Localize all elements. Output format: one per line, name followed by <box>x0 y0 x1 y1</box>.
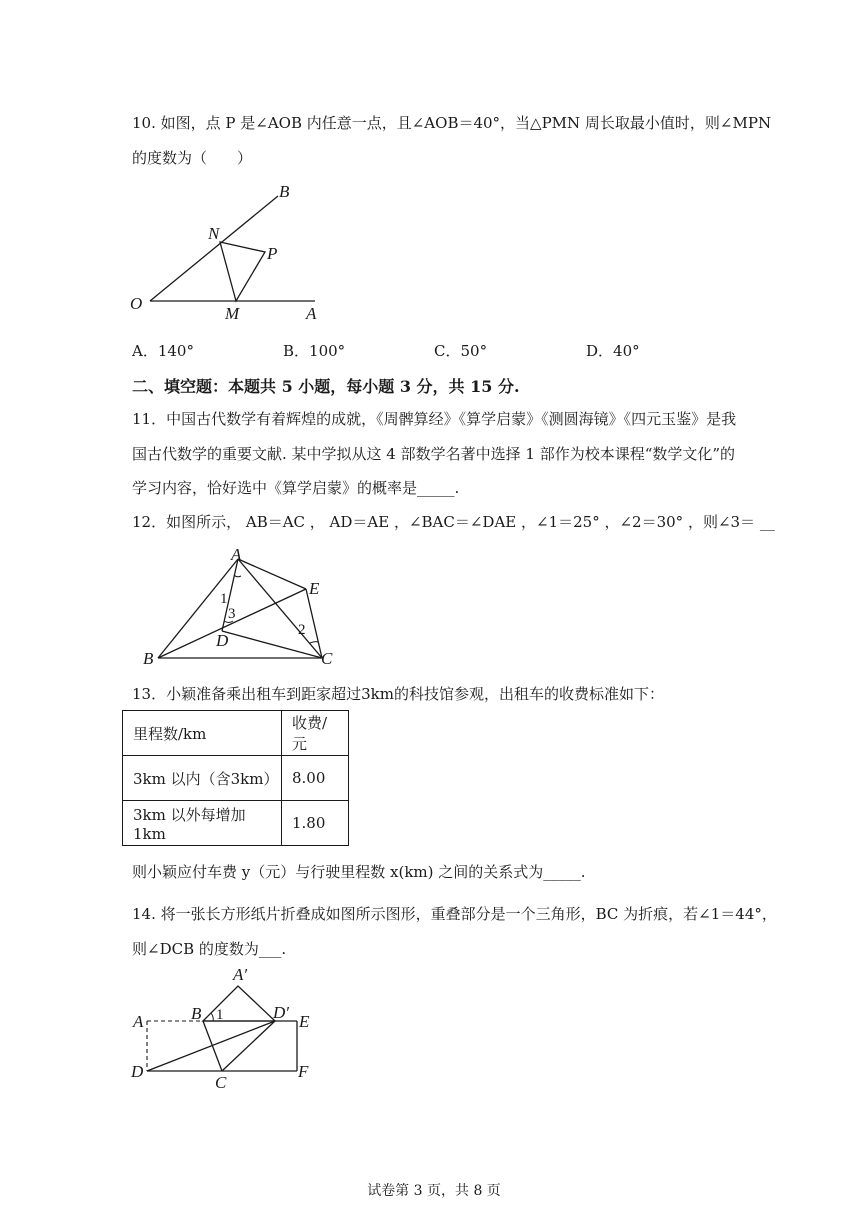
seg-cd-prime <box>222 1021 275 1071</box>
label-angle1: 1 <box>220 591 228 607</box>
table-cell: 1.80 <box>282 801 349 846</box>
label-m: M <box>225 304 240 323</box>
label-a: A <box>231 545 242 564</box>
label-angle3: 3 <box>228 606 236 622</box>
label-angle2: 2 <box>298 622 306 638</box>
label-d: D <box>216 631 229 650</box>
label-a: A <box>133 1012 144 1031</box>
folded-triangle <box>203 986 275 1021</box>
label-b: B <box>191 1004 202 1023</box>
q14-figure <box>125 962 325 1094</box>
angle2-arc <box>310 642 318 643</box>
table-cell: 3km 以外每增加1km <box>123 801 282 846</box>
q10-option-a: A．140° <box>132 342 194 360</box>
angle1-arc <box>234 575 241 577</box>
label-c: C <box>215 1073 227 1092</box>
label-f: F <box>298 1062 309 1081</box>
q10-figure <box>120 175 340 325</box>
q12-figure <box>140 545 350 673</box>
table-cell: 3km 以内（含3km） <box>123 756 282 801</box>
page-footer: 试卷第 3 页，共 8 页 <box>367 1183 501 1199</box>
seg-dc <box>222 631 322 658</box>
q12-line1: 12．如图所示， AB＝AC ， AD＝AE ，∠BAC＝∠DAE ，∠1＝25° ，∠2＝30° ，则∠3＝ __ <box>132 513 775 531</box>
table-cell: 8.00 <box>282 756 349 801</box>
seg-ac <box>238 559 322 658</box>
label-b: B <box>143 649 154 668</box>
q11-line1: 11．中国古代数学有着辉煌的成就，《周髀算经》《算学启蒙》《测圆海镜》《四元玉鉴》是我 <box>132 410 737 428</box>
q13-line2: 则小颖应付车费 y（元）与行驶里程数 x(km) 之间的关系式为_____. <box>132 863 586 881</box>
label-d: D <box>131 1062 144 1081</box>
q10-line2: 的度数为（ ） <box>132 149 253 167</box>
label-p: P <box>267 244 278 263</box>
ray-ob <box>150 196 278 301</box>
q10-line1: 10. 如图，点 P 是∠AOB 内任意一点，且∠AOB＝40°，当△PMN 周长取最小值时，则∠MPN <box>132 114 772 132</box>
q14-line2: 则∠DCB 的度数为___. <box>132 940 287 958</box>
label-angle1: 1 <box>216 1007 224 1023</box>
q11-line3: 学习内容，恰好选中《算学启蒙》的概率是_____. <box>132 479 460 497</box>
label-o: O <box>130 294 143 313</box>
q13-line1: 13．小颖准备乘出租车到距家超过3km的科技馆参观，出租车的收费标准如下： <box>132 685 664 703</box>
q10-option-b: B．100° <box>283 342 346 360</box>
header-distance: 里程数/km <box>123 711 282 756</box>
header-fee: 收费/元 <box>282 711 349 756</box>
label-a-prime: A′ <box>233 965 248 984</box>
triangle-pmn <box>220 242 265 301</box>
q14-line1: 14. 将一张长方形纸片折叠成如图所示图形，重叠部分是一个三角形，BC 为折痕，若∠1＝44°， <box>132 905 777 923</box>
section-title: 二、填空题：本题共 5 小题，每小题 3 分，共 15 分. <box>132 377 520 396</box>
q10-option-d: D．40° <box>586 342 640 360</box>
label-b: B <box>279 182 290 201</box>
q11-line2: 国古代数学的重要文献. 某中学拟从这 4 部数学名著中选择 1 部作为校本课程“数学文化”的 <box>132 445 736 463</box>
label-d-prime: D′ <box>273 1003 289 1022</box>
table-header-row <box>123 711 349 756</box>
q10-option-c: C．50° <box>434 342 488 360</box>
seg-ae <box>238 559 306 589</box>
label-a: A <box>306 304 317 323</box>
label-e: E <box>299 1012 310 1031</box>
label-n: N <box>208 224 220 243</box>
table-row <box>123 801 349 846</box>
seg-dd-prime <box>147 1021 275 1071</box>
angle1-arc <box>211 1013 213 1021</box>
label-e: E <box>309 579 320 598</box>
table-row <box>123 756 349 801</box>
fee-table <box>122 710 349 846</box>
label-c: C <box>321 649 333 668</box>
